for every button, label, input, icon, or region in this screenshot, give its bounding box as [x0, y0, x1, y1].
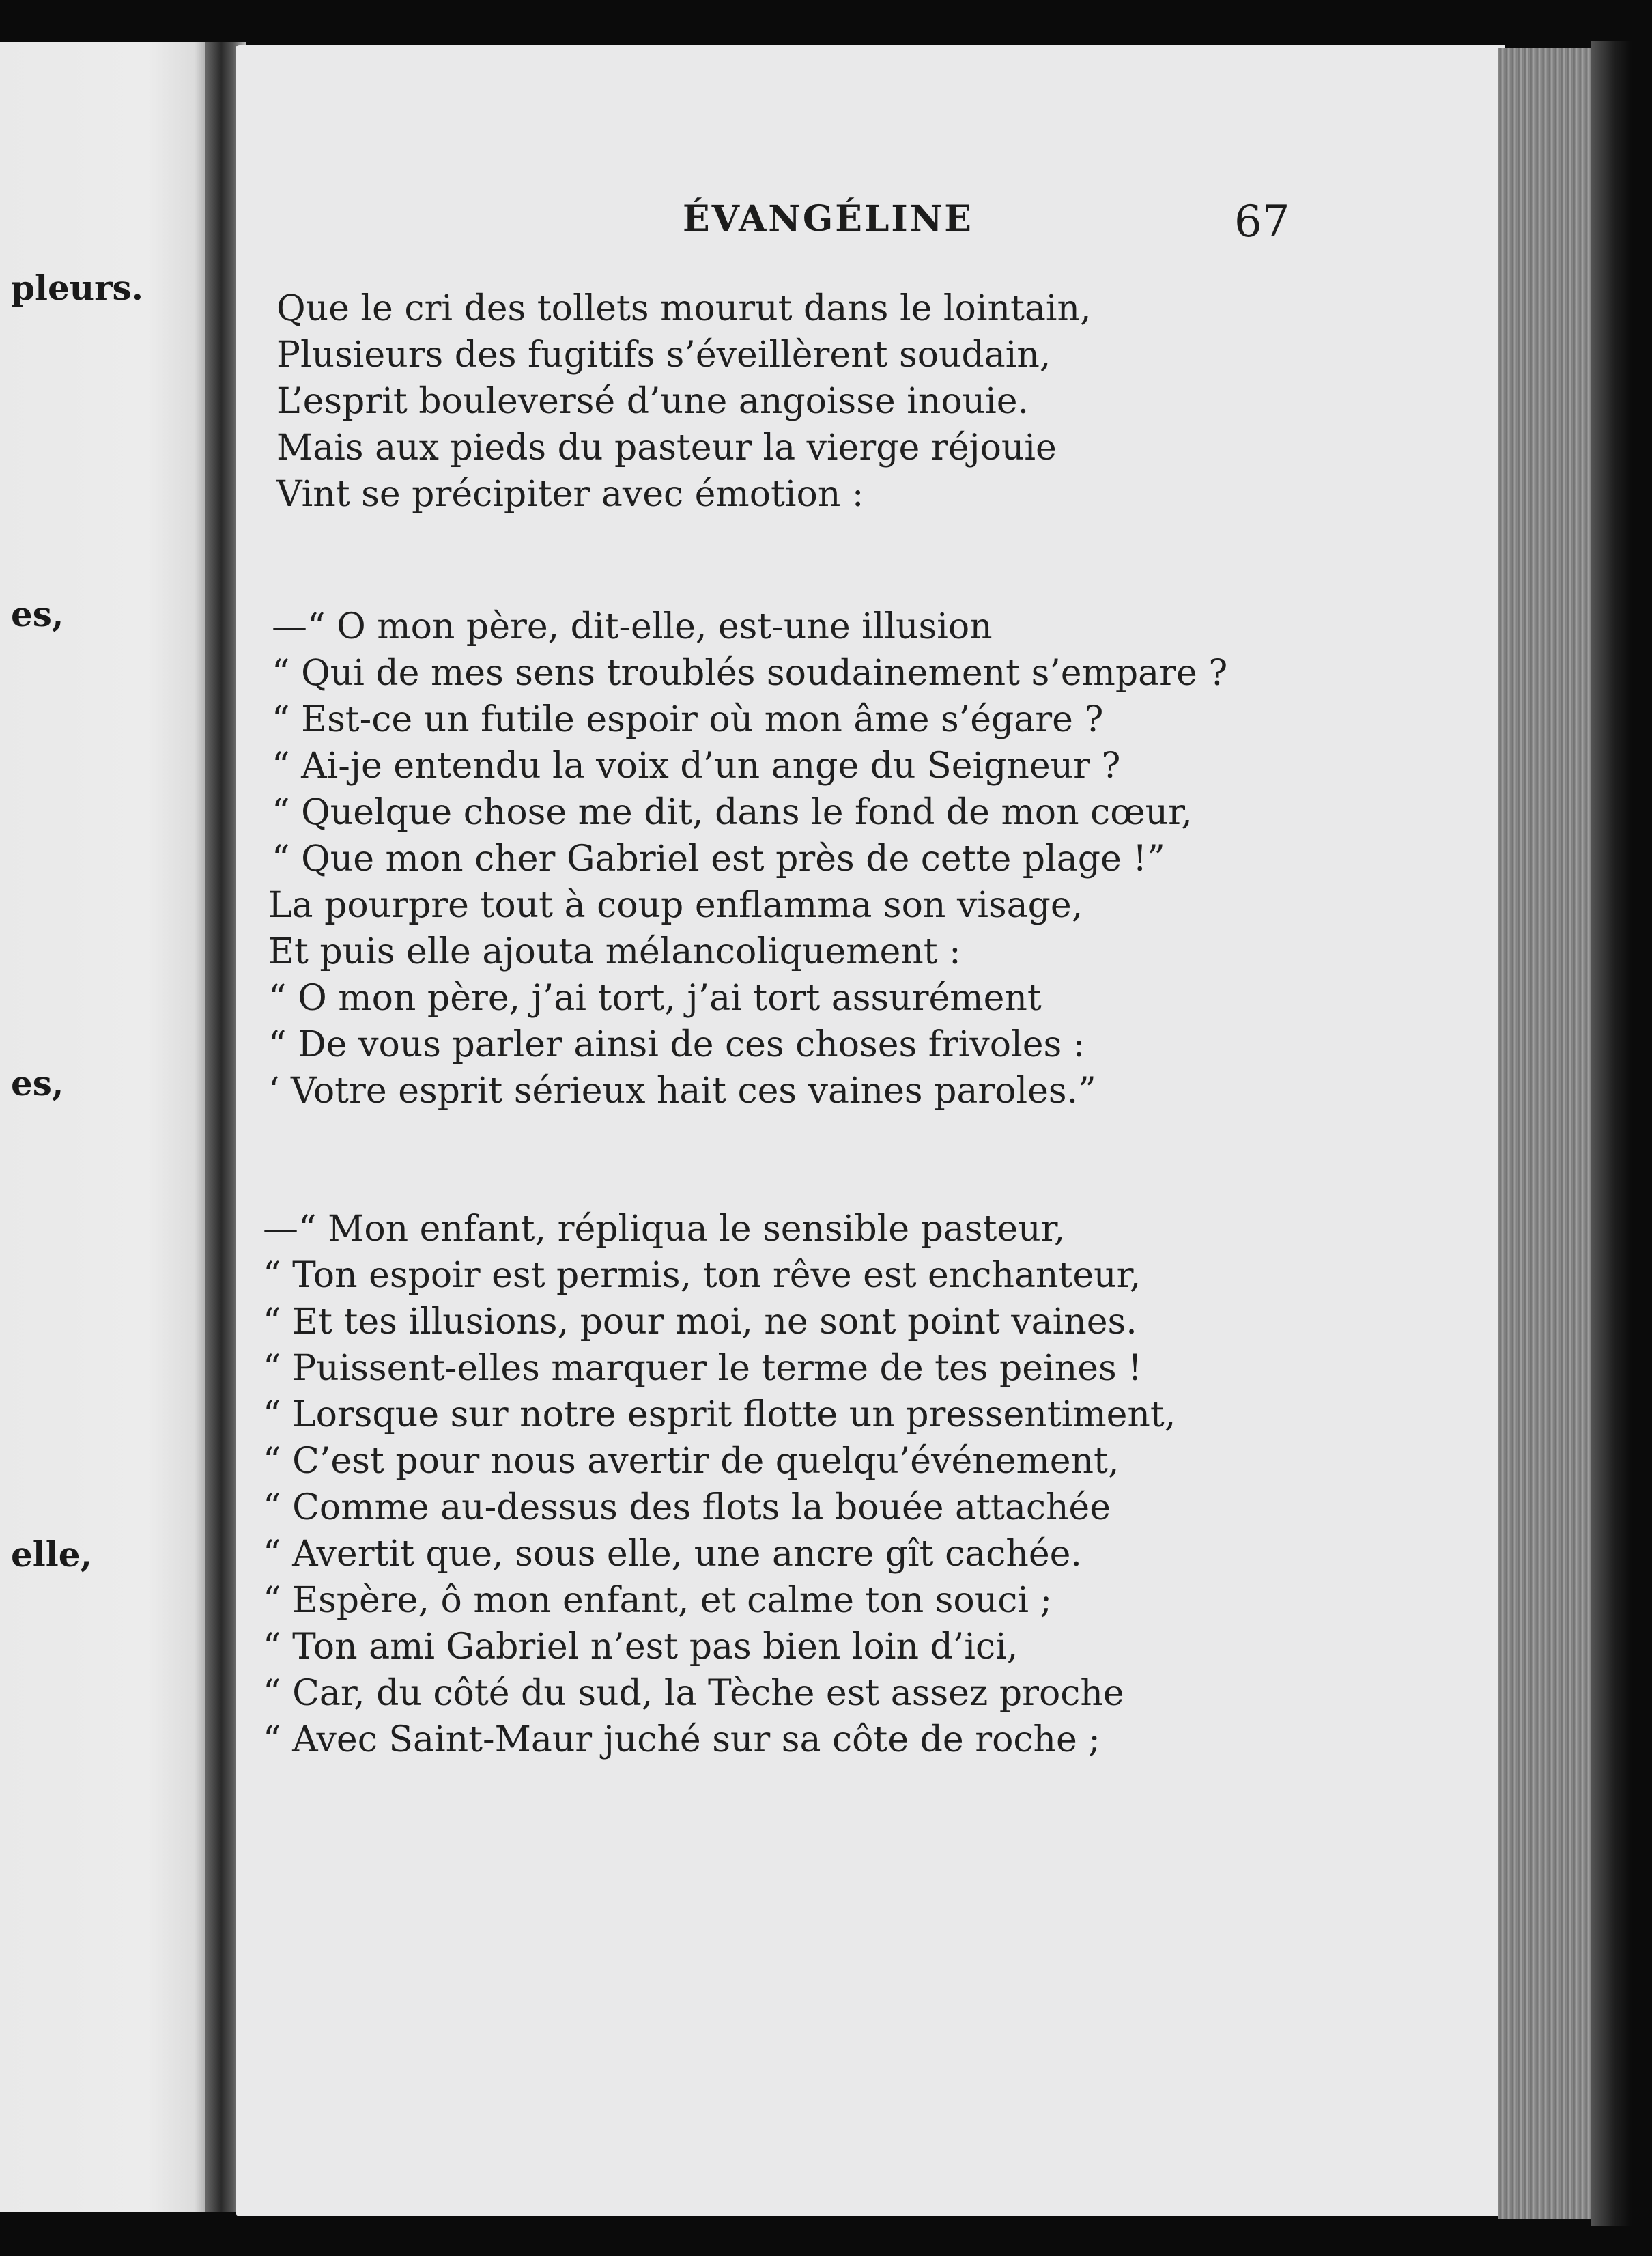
poem-line: “ Avertit que, sous elle, une ancre gît cachée.	[263, 1534, 1082, 1575]
poem-line: Et puis elle ajouta mélancoliquement :	[268, 931, 961, 972]
poem-line: Vint se précipiter avec émotion :	[276, 474, 864, 515]
poem-line: “ O mon père, j’ai tort, j’ai tort assurément	[268, 978, 1042, 1019]
poem-line: Mais aux pieds du pasteur la vierge réjouie	[276, 427, 1057, 468]
running-head: ÉVANGÉLINE	[683, 198, 973, 240]
poem-line: Que le cri des tollets mourut dans le lointain,	[276, 288, 1092, 329]
poem-line: —“ Mon enfant, répliqua le sensible pasteur,	[263, 1209, 1066, 1250]
poem-line: “ Comme au-dessus des flots la bouée attachée	[263, 1487, 1111, 1528]
poem-line: “ Avec Saint-Maur juché sur sa côte de roche ;	[263, 1719, 1100, 1760]
page-number: 67	[1234, 197, 1290, 247]
poem-line: “ Est-ce un futile espoir où mon âme s’égare ?	[272, 699, 1104, 740]
poem-line: “ Et tes illusions, pour moi, ne sont point vaines.	[263, 1301, 1137, 1342]
book-cover-edge	[1591, 41, 1632, 2226]
poem-line: —“ O mon père, dit-elle, est-une illusion	[272, 606, 993, 647]
poem-line: “ De vous parler ainsi de ces choses frivoles :	[268, 1024, 1085, 1065]
poem-line: La pourpre tout à coup enflamma son visage,	[268, 885, 1083, 926]
poem-line: “ Quelque chose me dit, dans le fond de mon cœur,	[272, 792, 1193, 833]
left-page-fragment: es,	[11, 1063, 64, 1103]
poem-line: “ Qui de mes sens troublés soudainement s’empare ?	[272, 653, 1228, 694]
poem-line: “ Ton espoir est permis, ton rêve est enchanteur,	[263, 1255, 1141, 1296]
poem-line: “ Lorsque sur notre esprit flotte un pressentiment,	[263, 1394, 1176, 1435]
poem-line: “ Que mon cher Gabriel est près de cette plage !”	[272, 838, 1165, 879]
poem-line: “ Ton ami Gabriel n’est pas bien loin d’ici,	[263, 1626, 1019, 1667]
left-page-fragment: elle,	[11, 1534, 93, 1575]
poem-line: “ Ai-je entendu la voix d’un ange du Seigneur ?	[272, 746, 1121, 787]
poem-line: “ Puissent-elles marquer le terme de tes peines !	[263, 1348, 1143, 1389]
left-page-fragment: pleurs.	[11, 268, 144, 308]
poem-line: Plusieurs des fugitifs s’éveillèrent soudain,	[276, 335, 1051, 376]
poem-line: “ Car, du côté du sud, la Tèche est assez proche	[263, 1673, 1124, 1714]
left-page	[0, 42, 212, 2212]
poem-line: L’esprit bouleversé d’une angoisse inouie.	[276, 381, 1029, 422]
poem-line: “ C’est pour nous avertir de quelqu’événement,	[263, 1441, 1120, 1482]
left-page-fragment: es,	[11, 594, 64, 634]
poem-line: “ Espère, ô mon enfant, et calme ton souci ;	[263, 1580, 1053, 1621]
poem-line: ‘ Votre esprit sérieux hait ces vaines paroles.”	[268, 1071, 1096, 1112]
